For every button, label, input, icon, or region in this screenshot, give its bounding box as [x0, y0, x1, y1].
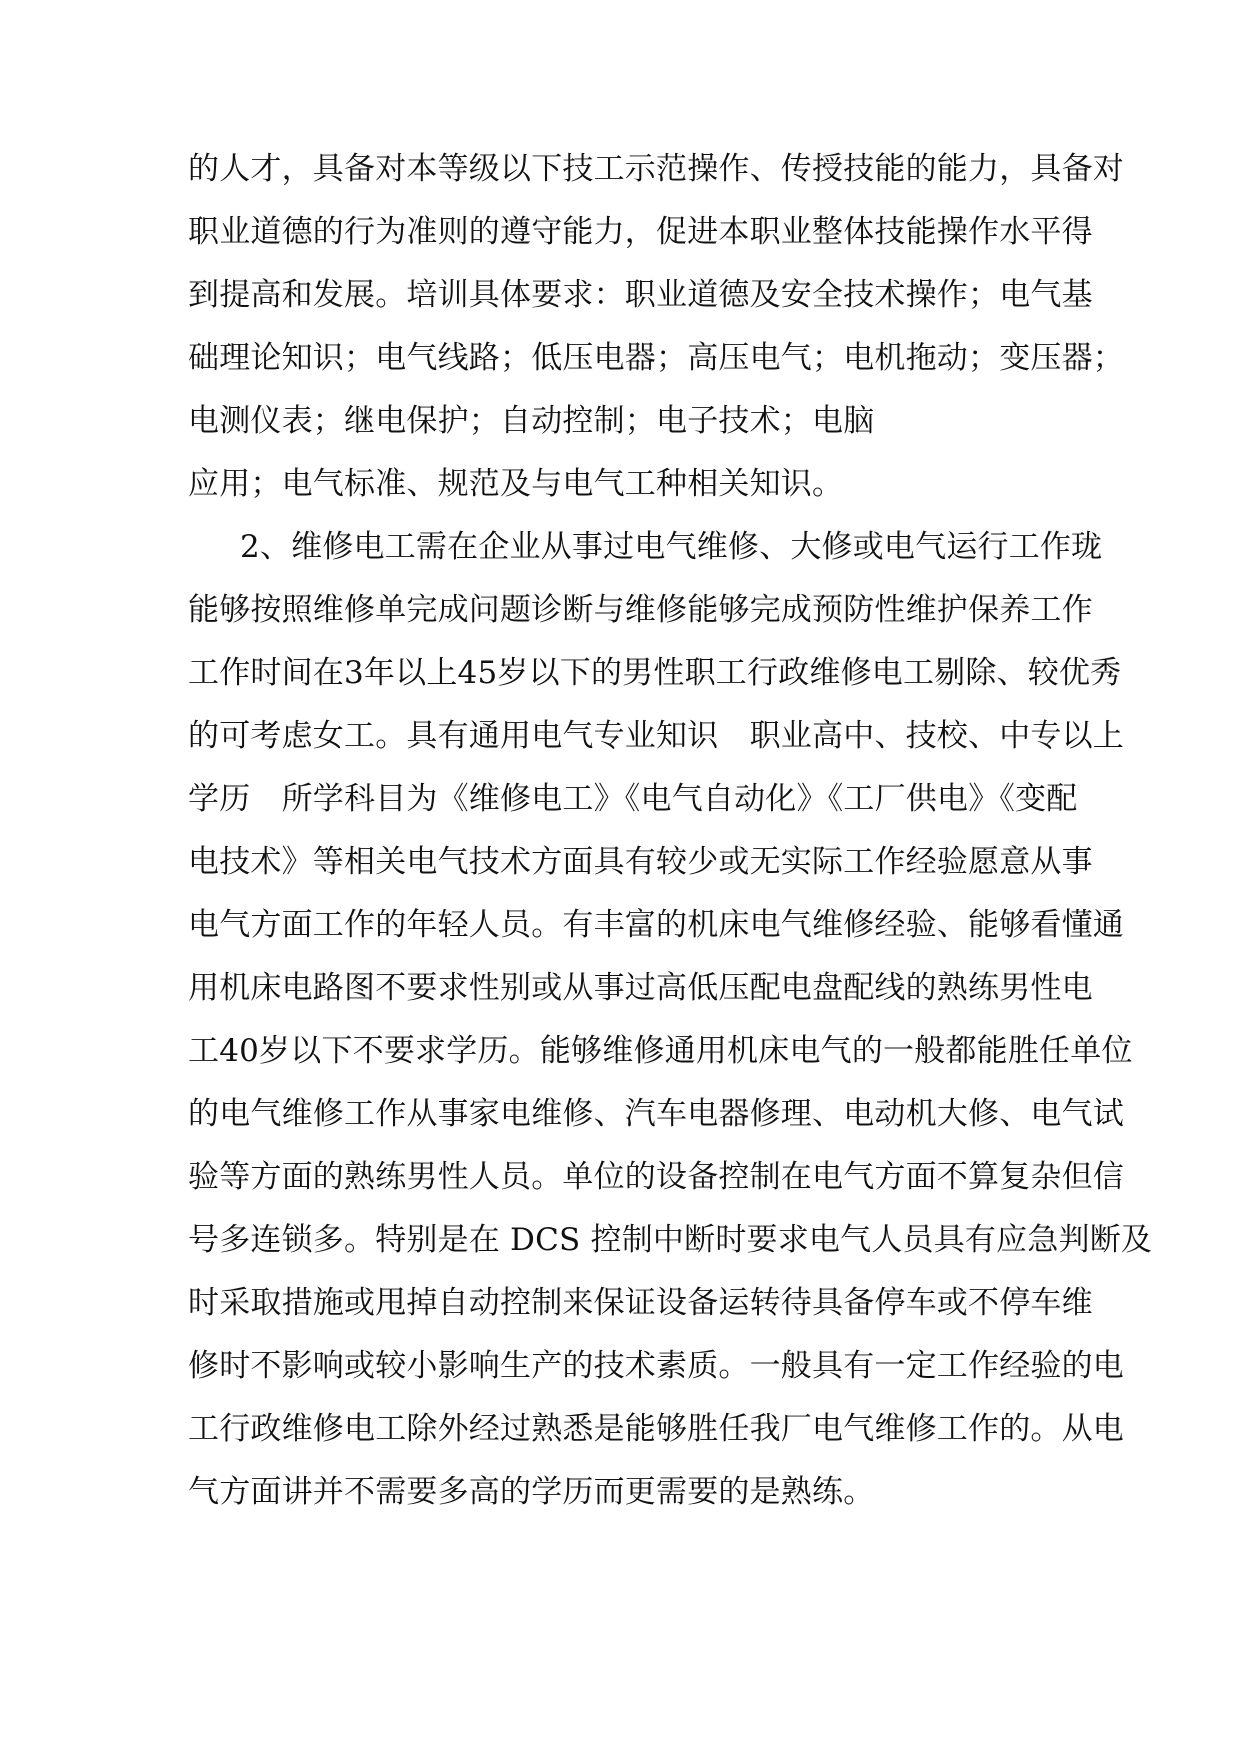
text-line: 电气方面工作的年轻人员。有丰富的机床电气维修经验、能够看懂通 — [188, 907, 1124, 943]
text-line: 工行政维修电工除外经过熟悉是能够胜任我厂电气维修工作的。从电 — [188, 1411, 1124, 1447]
text-line: 电技术》等相关电气技术方面具有较少或无实际工作经验愿意从事 — [188, 844, 1093, 880]
text-line: 能够按照维修单完成问题诊断与维修能够完成预防性维护保养工作 — [188, 592, 1093, 628]
text-line: 号多连锁多。特别是在 DCS 控制中断时要求电气人员具有应急判断及 — [188, 1222, 1153, 1258]
text-line: 的人才，具备对本等级以下技工示范操作、传授技能的能力，具备对 — [188, 151, 1124, 187]
text-line: 用机床电路图不要求性别或从事过高低压配电盘配线的熟练男性电 — [188, 970, 1093, 1006]
text-line: 时采取措施或甩掉自动控制来保证设备运转待具备停车或不停车维 — [188, 1285, 1093, 1321]
text-line: 学历 所学科目为《维修电工》《电气自动化》《工厂供电》《变配 — [188, 781, 1078, 817]
text-line: 到提高和发展。培训具体要求：职业道德及安全技术操作；电气基 — [188, 277, 1093, 313]
text-line: 职业道德的行为准则的遵守能力，促进本职业整体技能操作水平得 — [188, 214, 1093, 250]
text-line: 验等方面的熟练男性人员。单位的设备控制在电气方面不算复杂但信 — [188, 1159, 1124, 1195]
text-line: 础理论知识；电气线路；低压电器；高压电气；电机拖动；变压器； — [188, 340, 1124, 376]
text-line: 电测仪表；继电保护；自动控制；电子技术；电脑 — [188, 403, 875, 439]
paragraph-start-line: 2、维修电工需在企业从事过电气维修、大修或电气运行工作珑 — [240, 529, 1103, 565]
text-line: 应用；电气标准、规范及与电气工种相关知识。 — [188, 466, 844, 502]
text-line: 气方面讲并不需要多高的学历而更需要的是熟练。 — [188, 1474, 875, 1510]
text-line: 修时不影响或较小影响生产的技术素质。一般具有一定工作经验的电 — [188, 1348, 1124, 1384]
text-line: 的电气维修工作从事家电维修、汽车电器修理、电动机大修、电气试 — [188, 1096, 1124, 1132]
text-line: 工40岁以下不要求学历。能够维修通用机床电气的一般都能胜任单位 — [188, 1033, 1133, 1069]
text-line: 工作时间在3年以上45岁以下的男性职工行政维修电工剔除、较优秀 — [188, 655, 1122, 691]
text-line: 的可考虑女工。具有通用电气专业知识 职业高中、技校、中专以上 — [188, 718, 1124, 754]
